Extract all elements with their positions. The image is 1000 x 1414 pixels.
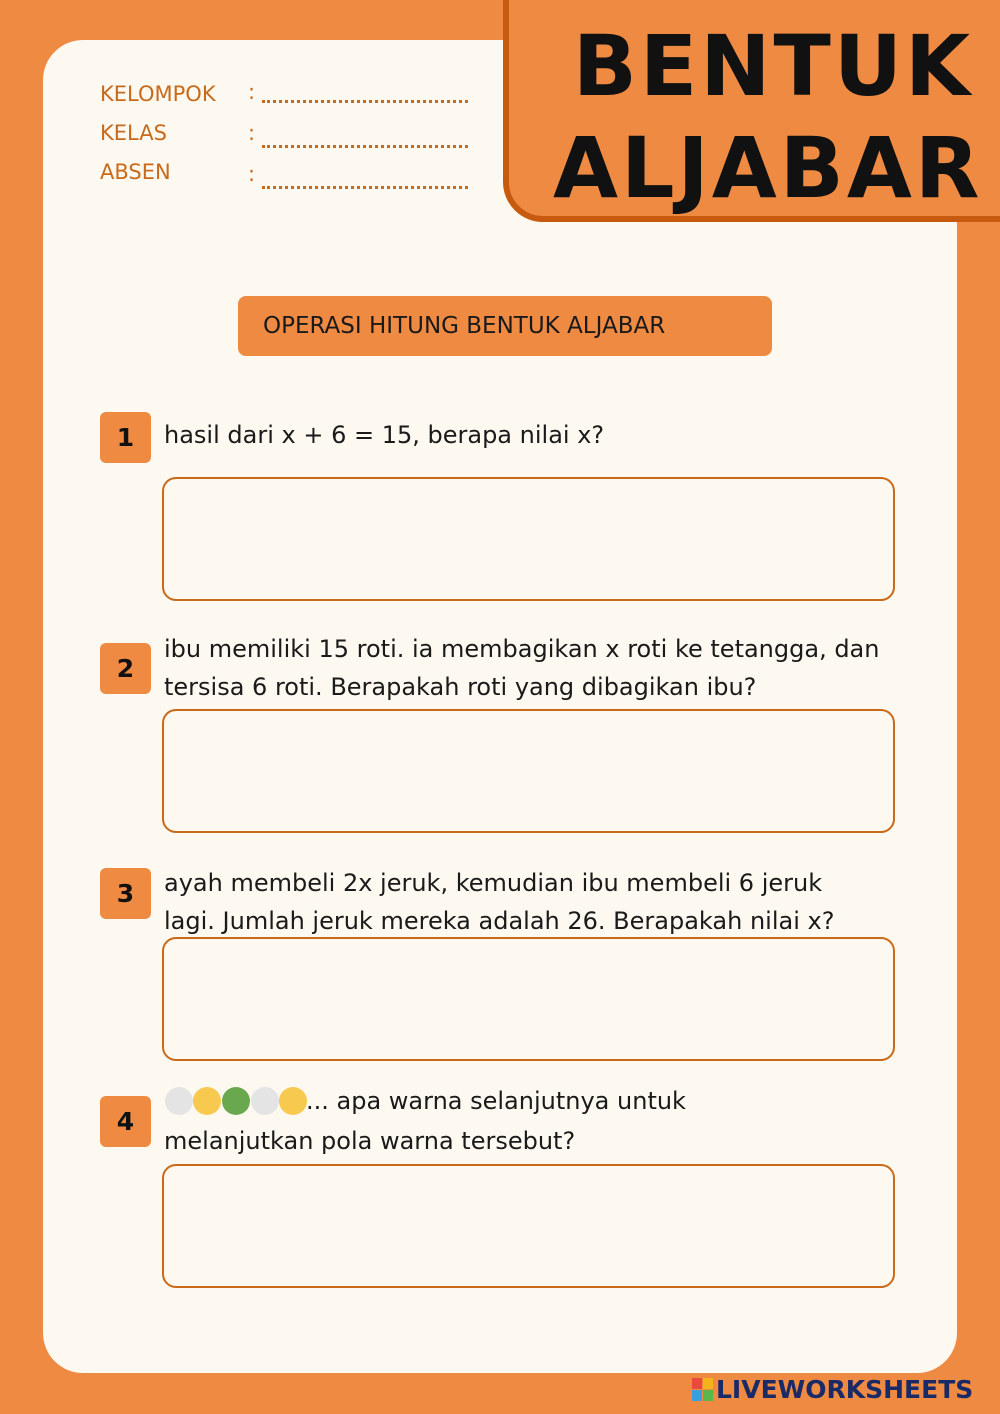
field-label-kelas: KELAS	[100, 121, 167, 145]
question-text-4-line-1: ... apa warna selanjutnya untuk	[306, 1087, 686, 1115]
answer-box-2[interactable]	[162, 709, 895, 833]
pattern-dot	[193, 1087, 221, 1115]
field-colon: :	[248, 121, 256, 145]
field-input-absen[interactable]	[262, 186, 468, 189]
title-box	[503, 0, 1000, 222]
question-text-2-line-1: ibu memiliki 15 roti. ia membagikan x roti ke tetangga, dan	[164, 635, 880, 663]
answer-box-3[interactable]	[162, 937, 895, 1061]
question-number-4: 4	[100, 1096, 151, 1147]
question-text-1: hasil dari x + 6 = 15, berapa nilai x?	[164, 421, 605, 449]
liveworksheets-logo-icon	[692, 1378, 714, 1402]
pattern-dot	[251, 1087, 279, 1115]
pattern-dot	[279, 1087, 307, 1115]
answer-box-1[interactable]	[162, 477, 895, 601]
question-text-3-line-2: lagi. Jumlah jeruk mereka adalah 26. Berapakah nilai x?	[164, 907, 835, 935]
question-text-4-line-2: melanjutkan pola warna tersebut?	[164, 1127, 576, 1155]
pattern-dot	[222, 1087, 250, 1115]
answer-box-4[interactable]	[162, 1164, 895, 1288]
field-label-absen: ABSEN	[100, 160, 171, 184]
question-number-3: 3	[100, 868, 151, 919]
field-input-kelompok[interactable]	[262, 100, 468, 103]
title-line-1: BENTUK	[572, 17, 974, 115]
title-line-2: ALJABAR	[553, 119, 983, 217]
field-colon: :	[248, 162, 256, 186]
field-input-kelas[interactable]	[262, 145, 468, 148]
field-colon: :	[248, 80, 256, 104]
question-number-1: 1	[100, 412, 151, 463]
field-label-kelompok: KELOMPOK	[100, 82, 216, 106]
pattern-dot	[165, 1087, 193, 1115]
question-text-2-line-2: tersisa 6 roti. Berapakah roti yang dibagikan ibu?	[164, 673, 757, 701]
liveworksheets-logo-text: LIVEWORKSHEETS	[716, 1375, 974, 1404]
question-number-2: 2	[100, 643, 151, 694]
question-text-3-line-1: ayah membeli 2x jeruk, kemudian ibu membeli 6 jeruk	[164, 869, 823, 897]
section-title: OPERASI HITUNG BENTUK ALJABAR	[238, 296, 772, 356]
